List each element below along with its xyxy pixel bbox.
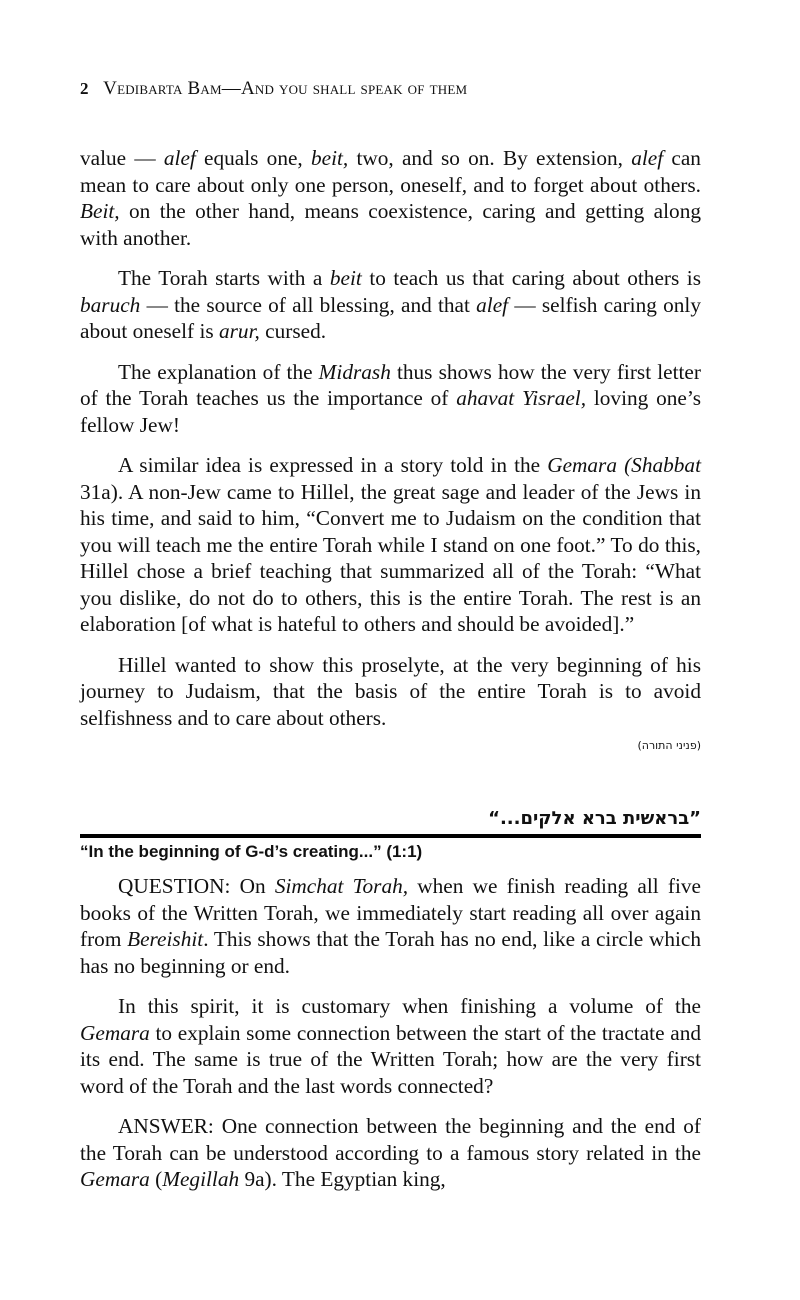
text: A similar idea is expressed in a story told in the (118, 453, 548, 477)
text: The explanation of the (118, 359, 319, 384)
term: alef (163, 146, 196, 170)
term: Shabbat (631, 453, 701, 477)
term: Megillah (162, 1167, 240, 1191)
hebrew-verse-heading: ”בראשית ברא אלקים...“ (488, 808, 701, 829)
term: ahavat Yisrael, (456, 386, 587, 410)
text: ). A non-Jew came to Hillel, the great sage and leader of the Jews in his time, and said to him, “Convert me to Judaism on the condition that you will teach me the entire Torah while I stand on one foot.” To do this, Hillel chose a brief teaching that summarized all of the Torah: “What you dislike, do not do to others, this is the entire Torah. The rest is an elaboration [of what is hateful to others and should be avoided].” (80, 479, 701, 636)
paragraph (80, 993, 701, 1099)
text: two, and so on. By extension, (348, 146, 632, 170)
term: alef (476, 292, 509, 317)
section-2 (80, 873, 701, 1207)
text: equals one, (195, 146, 311, 170)
term: Gemara (547, 453, 617, 477)
section-1 (80, 145, 701, 760)
text: can mean to care about only one person, oneself, and to forget about others. (80, 146, 701, 197)
text: — selfish caring only about oneself is (80, 292, 701, 343)
term: Beit, (80, 199, 120, 223)
running-title: Vedibarta Bam—And you shall speak of them (103, 78, 468, 99)
term: beit, (310, 146, 349, 170)
text: — the source of all blessing, and that (140, 292, 477, 317)
english-verse-heading: “In the beginning of G-d’s creating...” (1:1) (80, 842, 423, 861)
heading-divider (80, 834, 701, 838)
term: arur, (219, 319, 260, 343)
term: Midrash (318, 359, 391, 384)
term: Gemara (80, 1167, 150, 1191)
text: The Torah starts with a (118, 266, 330, 290)
text: ( (617, 453, 632, 477)
paragraph: Hillel wanted to show this proselyte, at the very beginning of his journey to Judaism, that the basis of the entire Torah is to avoid selfishness and to care about others. (80, 652, 701, 730)
running-head (80, 78, 467, 100)
term: beit (329, 266, 362, 290)
paragraph (80, 359, 701, 439)
text: value — (80, 146, 164, 170)
paragraph (80, 145, 701, 251)
text: 31a (80, 479, 111, 504)
text: . This shows that the Torah has no end, like a circle which has no beginning or end. (80, 927, 701, 978)
term: Simchat Torah, (274, 874, 409, 898)
paragraph (80, 873, 701, 979)
term: alef (631, 146, 664, 170)
text: QUESTION: On (118, 874, 275, 898)
term: Bereishit (127, 927, 204, 951)
term: baruch (80, 292, 141, 317)
text: to teach us that caring about others is (361, 266, 702, 290)
source-citation: (פניני התורה) (637, 739, 701, 752)
term: Gemara (80, 1020, 150, 1045)
paragraph (80, 1113, 701, 1193)
text: In this spirit, it is customary when finishing a volume of the (118, 994, 701, 1018)
paragraph (80, 265, 701, 345)
text: on the other hand, means coexistence, caring and getting along with another. (80, 199, 701, 250)
text: to explain some connection between the start of the tractate and its end. The same is true of the Written Torah; how are the very first word of the Torah and the last words connected? (80, 1020, 701, 1098)
text: 9a). The Egyptian king, (239, 1167, 446, 1191)
text: cursed. (259, 319, 327, 343)
paragraph (80, 452, 701, 638)
text: thus shows how the very first letter of the Torah teaches us the importance of (80, 359, 701, 410)
text: ANSWER: One connection between the beginning and the end of the Torah can be understood according to a famous story related in the (80, 1114, 701, 1165)
text: when we finish reading all five books of the Written Torah, we immediately start reading all over again from (80, 874, 701, 951)
text: loving one’s fellow Jew! (80, 386, 702, 437)
page-number: 2 (80, 79, 89, 98)
text: ( (149, 1167, 163, 1191)
